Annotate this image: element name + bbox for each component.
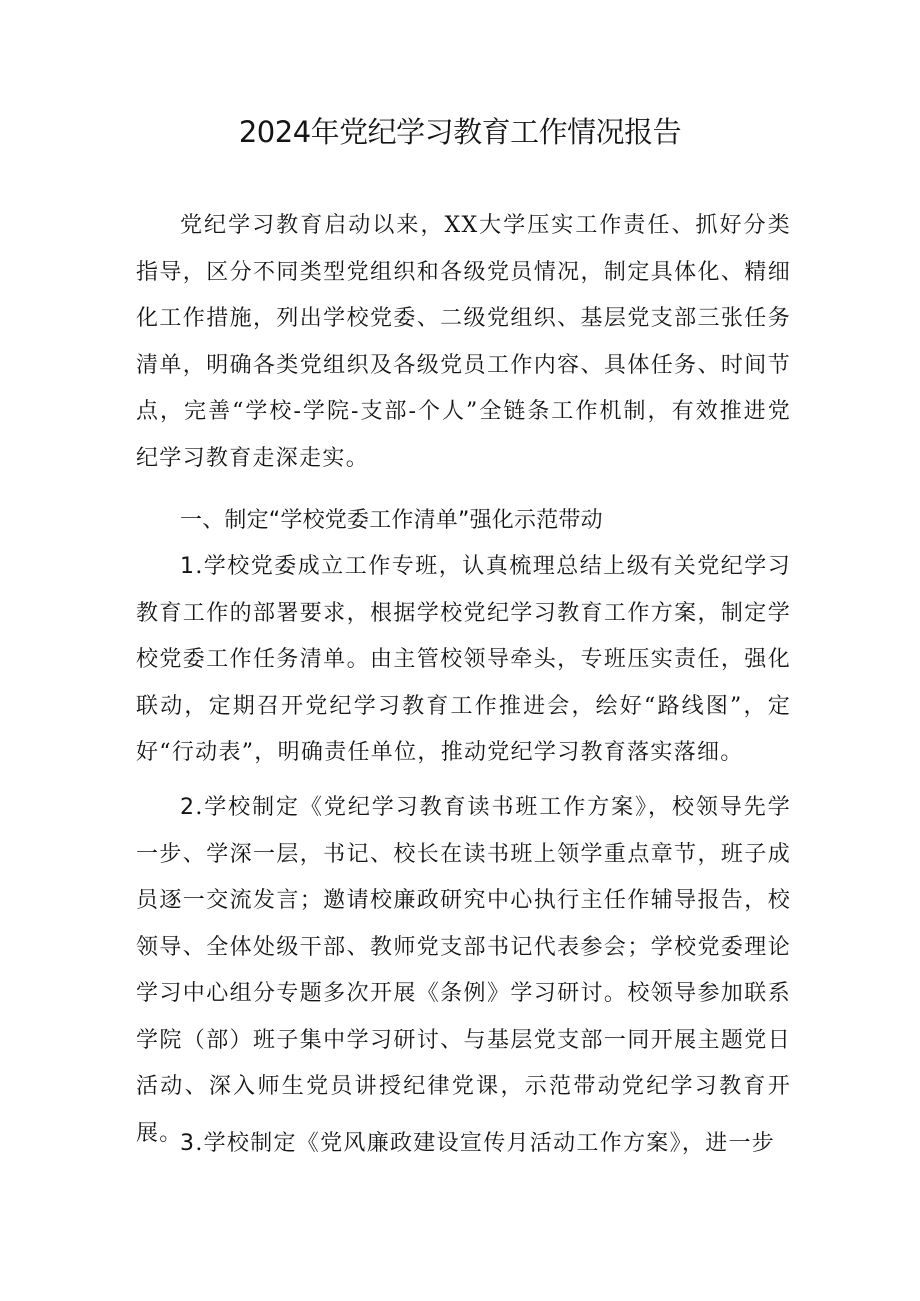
item-paragraph-3 bbox=[136, 1121, 791, 1168]
item-paragraph-2 bbox=[136, 785, 791, 1157]
intro-paragraph: 党纪学习教育启动以来，XX大学压实工作责任、抓好分类指导，区分不同类型党组织和各级党员情况，制定具体化、精细化工作措施，列出学校党委、二级党组织、基层党支部三张任务清单，明确各类党组织及各级党员工作内容、具体任务、时间节点，完善“学校-学院-支部-个人”全链条工作机制，有效推进党纪学习教育走深走实。 bbox=[136, 213, 791, 471]
section-heading-1: 一、制定“学校党委工作清单”强化示范带动 bbox=[180, 508, 603, 533]
document-title: 2024年党纪学习教育工作情况报告 bbox=[238, 115, 682, 149]
item-text: .学校党委成立工作专班，认真梳理总结上级有关党纪学习教育工作的部署要求，根据学校党纪学习教育工作方案，制定学校党委工作任务清单。由主管校领导牵头，专班压实责任，强化联动，定期召开党纪学习教育工作推进会，绘好“路线图”，定好“行动表”，明确责任单位，推动党纪学习教育落实落细。 bbox=[136, 554, 791, 765]
item-number: 3 bbox=[180, 1131, 196, 1156]
item-text: .学校制定《党纪学习教育读书班工作方案》，校领导先学一步、学深一层，书记、校长在读书班上领学重点章节，班子成员逐一交流发言；邀请校廉政研究中心执行主任作辅导报告，校领导、全体处级干部、教师党支部书记代表参会；学校党委理论学习中心组分专题多次开展《条例》学习研讨。校领导参加联系学院（部）班子集中学习研讨、与基层党支部一同开展主题党日活动、深入师生党员讲授纪律党课，示范带动党纪学习教育开展。 bbox=[136, 795, 791, 1146]
item-text: .学校制定《党风廉政建设宣传月活动工作方案》，进一步 bbox=[195, 1131, 776, 1156]
item-number: 2 bbox=[180, 795, 196, 820]
item-paragraph-1 bbox=[136, 544, 791, 777]
item-number: 1 bbox=[180, 554, 196, 579]
